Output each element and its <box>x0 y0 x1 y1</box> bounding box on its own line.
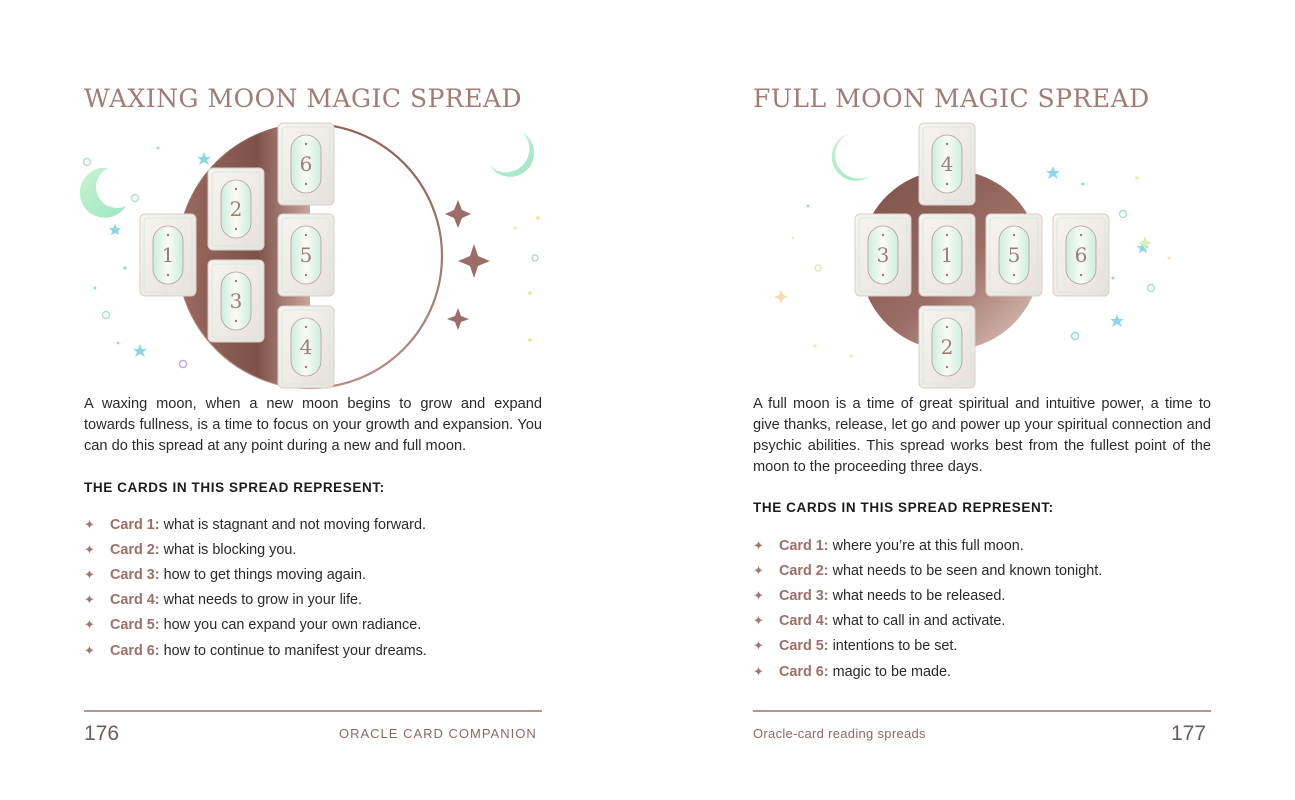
four-point-star-icon: ✦ <box>753 663 764 679</box>
sparkle-icon <box>774 290 788 304</box>
spread-card-3 <box>855 214 911 296</box>
card-number: 3 <box>229 289 243 313</box>
list-item: ✦ Card 4: what needs to grow in your life. <box>84 592 362 609</box>
right-page <box>648 0 1295 800</box>
cards-subheading: THE CARDS IN THIS SPREAD REPRESENT: <box>753 500 1054 515</box>
spread-card-6 <box>278 123 334 205</box>
intro-paragraph: A waxing moon, when a new moon begins to grow and expand towards fullness, is a time to focus on your growth and expansion. You can do this spread at any point during a new and full moon. <box>84 396 542 454</box>
card-number: 1 <box>161 243 175 267</box>
sparkle-icon <box>445 200 471 228</box>
crescent-moon-icon <box>80 168 126 218</box>
full-moon-spread-illustration <box>753 118 1253 390</box>
card-number: 4 <box>940 152 954 176</box>
four-point-star-icon: ✦ <box>753 613 764 629</box>
list-item: ✦ Card 3: how to get things moving again. <box>84 566 366 583</box>
card-number: 6 <box>1074 243 1088 267</box>
spread-card-2 <box>208 168 264 250</box>
spread-card-4 <box>919 123 975 205</box>
list-item: ✦ Card 4: what to call in and activate. <box>753 613 1006 630</box>
spread-card-1 <box>140 214 196 296</box>
four-point-star-icon: ✦ <box>84 642 95 658</box>
page-number: 176 <box>84 722 120 745</box>
sparkle-icon <box>458 244 490 278</box>
list-item: ✦ Card 2: what is blocking you. <box>84 541 297 558</box>
spread-card-6 <box>1053 214 1109 296</box>
list-item: ✦ Card 3: what needs to be released. <box>753 587 1006 604</box>
four-point-star-icon: ✦ <box>753 587 764 603</box>
crescent-moon-icon <box>1152 178 1183 227</box>
crescent-moon-icon <box>490 132 534 177</box>
four-point-star-icon: ✦ <box>84 541 95 557</box>
four-point-star-icon: ✦ <box>753 638 764 654</box>
left-page <box>0 0 647 800</box>
list-item: ✦ Card 5: intentions to be set. <box>753 638 958 655</box>
intro-paragraph: A full moon is a time of great spiritual and intuitive power, a time to give thanks, release, let go and power up your spiritual connection and psychic abilities. This spread works best from the fullest point of the moon to the proceeding three days. <box>753 396 1211 475</box>
list-item: ✦ Card 1: where you’re at this full moon. <box>753 537 1024 554</box>
footer-divider <box>753 710 1211 712</box>
card-meaning-list <box>84 512 554 663</box>
four-point-star-icon: ✦ <box>84 566 95 582</box>
four-point-star-icon: ✦ <box>84 516 95 532</box>
spread-card-3 <box>208 260 264 342</box>
waxing-moon-spread-illustration <box>60 118 560 390</box>
card-number: 6 <box>299 152 313 176</box>
list-item: ✦ Card 5: how you can expand your own radiance. <box>84 617 422 634</box>
page-title: WAXING MOON MAGIC SPREAD <box>84 84 523 113</box>
list-item: ✦ Card 6: how to continue to manifest your dreams. <box>84 642 427 659</box>
page-number: 177 <box>1171 722 1207 745</box>
four-point-star-icon: ✦ <box>753 537 764 553</box>
footer-divider <box>84 710 542 712</box>
spread-card-5 <box>278 214 334 296</box>
list-item: ✦ Card 2: what needs to be seen and known tonight. <box>753 562 1103 579</box>
spread-card-2 <box>919 306 975 388</box>
cards-subheading: THE CARDS IN THIS SPREAD REPRESENT: <box>84 480 385 495</box>
page-title: FULL MOON MAGIC SPREAD <box>753 84 1150 113</box>
crescent-moon-icon <box>832 134 870 181</box>
list-item: ✦ Card 6: magic to be made. <box>753 663 951 680</box>
spread-card-1 <box>919 214 975 296</box>
four-point-star-icon: ✦ <box>84 592 95 608</box>
card-number: 2 <box>940 335 954 359</box>
spread-card-5 <box>986 214 1042 296</box>
four-point-star-icon: ✦ <box>753 562 764 578</box>
running-head: Oracle-card reading spreads <box>753 726 926 741</box>
card-number: 2 <box>229 197 243 221</box>
spread-card-4 <box>278 306 334 388</box>
card-number: 3 <box>876 243 890 267</box>
card-number: 1 <box>940 243 954 267</box>
sparkle-icon <box>447 308 469 330</box>
four-point-star-icon: ✦ <box>84 617 95 633</box>
list-item: ✦ Card 1: what is stagnant and not moving forward. <box>84 516 426 533</box>
card-number: 4 <box>299 335 313 359</box>
card-number: 5 <box>299 243 313 267</box>
card-meaning-list <box>753 533 1223 684</box>
running-head: ORACLE CARD COMPANION <box>339 726 537 741</box>
card-number: 5 <box>1007 243 1021 267</box>
